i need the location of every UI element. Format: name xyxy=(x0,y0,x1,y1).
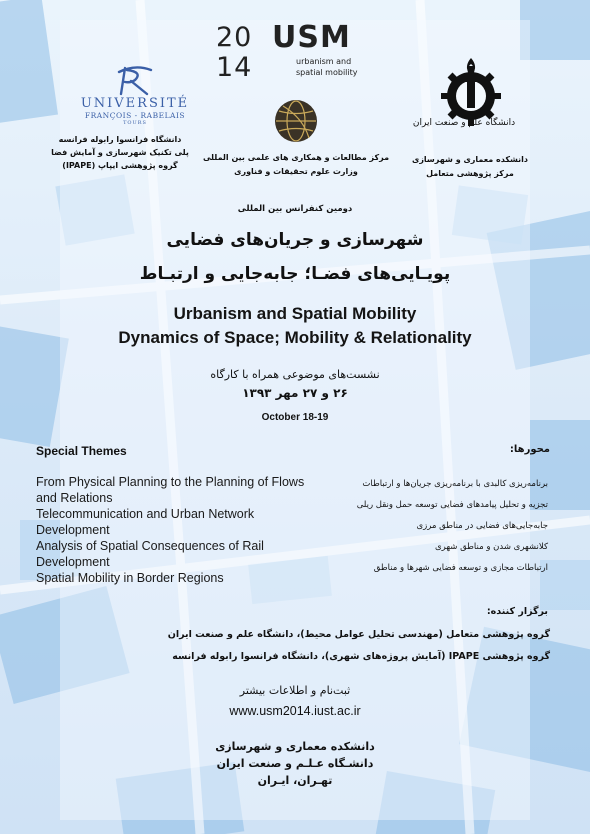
list-item: برنامه‌ریزی کالبدی با برنامه‌ریزی جریان‌ها و ارتباطات xyxy=(362,479,548,489)
list-item: کلانشهری شدن و مناطق شهری xyxy=(434,542,548,552)
universite-line1: UNIVERSITÉ xyxy=(80,96,190,111)
list-item: تجزیه و تحلیل پیامدهای فضایی توسعه حمل ونقل ریلی xyxy=(356,500,548,510)
iust-name: دانشگاه علم و صنعت ایران xyxy=(412,118,516,128)
footer-address: دانشکده معماری و شهرسازی دانشـگاه عـلـم و صنعت ایران تهـران، ایـران xyxy=(215,740,375,787)
universite-line3: TOURS xyxy=(123,120,147,126)
iust-logo-icon xyxy=(436,56,506,126)
usm-subtitle: urbanism and spatial mobility xyxy=(296,57,358,77)
list-item: Analysis of Spatial Consequences of Rail Development xyxy=(36,539,264,569)
universite-line2: FRANÇOIS - RABELAIS xyxy=(84,111,186,120)
usm-logo xyxy=(214,20,364,92)
partner-left-text: دانشگاه فرانسوا رابوله فرانسه پلی تکنیک شهرسازی و آمایش فضا گروه پژوهشی ایپاپ (IPAPE) xyxy=(51,135,189,170)
dates-en: October 18-19 xyxy=(261,412,329,423)
list-item: گروه پژوهشی IPAPE (آمایش پروژه‌های شهری)، دانشگاه فرانسوا رابوله فرانسه xyxy=(172,651,550,662)
themes-en-list xyxy=(36,474,316,586)
registration-text: ثبت‌نام و اطلاعات بیشتر xyxy=(239,684,351,697)
usm-name: USM xyxy=(272,20,351,55)
title-fa-2: پویـایی‌های فضـا؛ جابه‌جایی و ارتبـاط xyxy=(139,264,451,284)
partner-right-text: دانشکده معماری و شهرسازی مرکز پژوهشی متعامل xyxy=(411,155,529,178)
usm-year-bottom: 14 xyxy=(216,52,253,83)
sessions-fa: نشست‌های موضوعی همراه با کارگاه xyxy=(210,368,380,381)
themes-fa-title: محورها: xyxy=(509,444,550,455)
themes-fa-list xyxy=(300,474,548,579)
list-item: ارتباطات مجازی و توسعه فضایی شهرها و مناطق xyxy=(373,563,548,573)
partner-center-text: مرکز مطالعات و همکاری های علمی بین المللی وزارت علوم تحقیقات و فناوری xyxy=(202,153,390,176)
title-en-1: Urbanism and Spatial Mobility xyxy=(173,304,417,323)
website-link[interactable]: www.usm2014.iust.ac.ir xyxy=(229,704,361,718)
globe-icon xyxy=(273,98,319,144)
organizers-list xyxy=(60,624,550,668)
list-item: گروه پژوهشی متعامل (مهندسی تحلیل عوامل محیط)، دانشگاه علم و صنعت ایران xyxy=(167,629,550,640)
list-item: From Physical Planning to the Planning of Flows and Relations xyxy=(36,475,305,505)
universite-logo xyxy=(60,64,210,126)
organizers-title: برگزار کننده: xyxy=(486,606,548,617)
title-fa-1: شهرسازی و جریان‌های فضایی xyxy=(166,230,424,250)
list-item: جابه‌جایی‌های فضایی در مناطق مرزی xyxy=(416,521,548,531)
list-item: Telecommunication and Urban Network Development xyxy=(36,507,255,537)
conference-line: دومین کنفرانس بین المللی xyxy=(237,204,353,214)
title-en-2: Dynamics of Space; Mobility & Relationality xyxy=(118,328,472,347)
list-item: Spatial Mobility in Border Regions xyxy=(36,571,224,585)
usm-year-top: 20 xyxy=(216,22,253,53)
themes-en-title: Special Themes xyxy=(36,444,127,458)
universite-mark-icon xyxy=(113,64,157,98)
title-en xyxy=(60,302,530,350)
dates-fa: ۲۶ و ۲۷ مهر ۱۳۹۳ xyxy=(242,386,348,400)
